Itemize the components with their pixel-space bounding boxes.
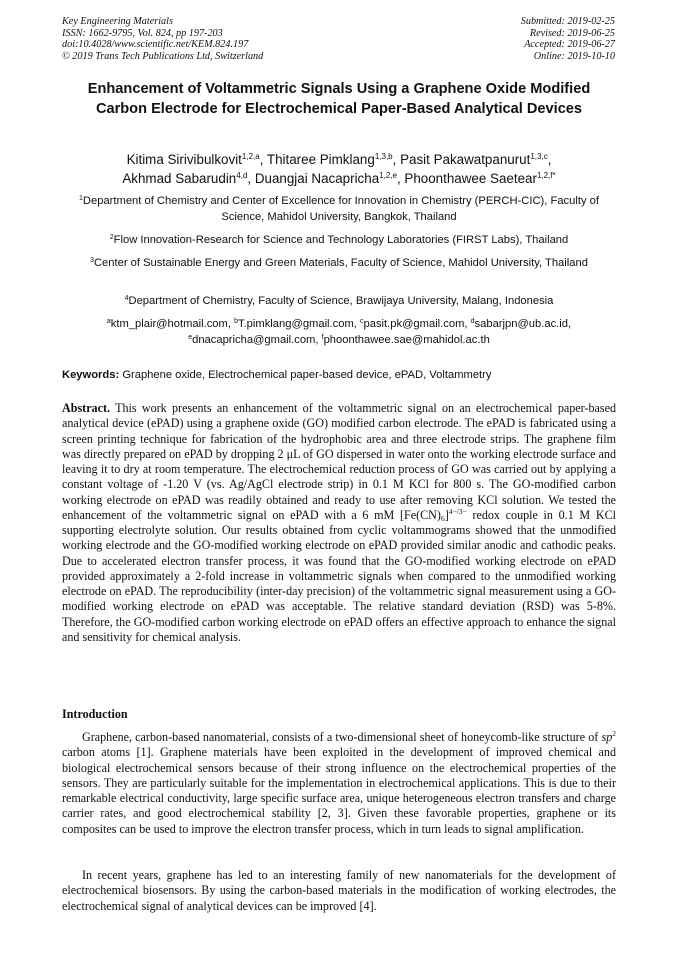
affiliation-3: $^3$Center of Sustainable Energy and Green Materials, Faculty of Science, Mahidol University, Thailand — [90, 257, 588, 269]
date-revised: Revised: 2019-06-25 — [529, 27, 615, 39]
date-submitted: Submitted: 2019-02-25 — [520, 16, 615, 27]
keywords-text: Graphene oxide, Electrochemical paper-based device, ePAD, Voltammetry — [122, 369, 492, 381]
journal-info — [62, 16, 263, 62]
date-accepted: Accepted: 2019-06-27 — [524, 39, 615, 51]
author: Akhmad Sabarudin$^{4,d}$, — [122, 170, 255, 186]
abstract-label: Abstract. — [62, 401, 111, 415]
email-list — [62, 317, 616, 348]
author: Duangjai Nacapricha$^{1,2,e}$, — [254, 170, 405, 186]
affiliation-1: $^1$Department of Chemistry and Center of Excellence for Innovation in Chemistry (PERCH-CIC), Faculty of Science, Mahidol University, Bangkok, Thailand — [79, 195, 599, 223]
author: Thitaree Pimklang$^{1,3,b}$, — [266, 152, 401, 167]
keywords — [62, 368, 616, 383]
abstract: Abstract. This work presents an enhancement of the voltammetric signal on an electrochemical paper-based analytical device (ePAD) using a graphene oxide (GO) modified carbon electrode. The ePAD is fabricated using a screen printing technique for fabrication of the hydrophobic area and three electrode strips. The graphene film was directly prepared on ePAD by dropping 2 μL of GO dispersed in water onto the working electrode surface and leaving it to dry at room temperature. The electrochemical reduction process of GO was carried out by applying a constant voltage of -1.20 V (vs. Ag/AgCl electrode strip) in 0.1 M KCl for 800 s. The GO-modified carbon working electrode on ePAD was readily obtained and ready to use after removing KCl solution. We tested the enhancement of the voltammetric signal on ePAD with a 6 mM $[Fe(CN)_6]^{4-/3-}$ redox couple in 0.1 M KCl supporting electrolyte solution. Our results obtained from cyclic voltammograms showed that the unmodified working electrode and the GO-modified working electrode on ePAD provided similar anodic and cathodic peaks. Due to accelerated electron transfer process, it was found that the GO-modified working electrode on ePAD provided approximately a 2-fold increase in voltammetric signals when compared to the unmodified working electrode on ePAD. The reproducibility (inter-day precision) of the voltammetric signal measurement using a GO-modified working electrode on ePAD was acceptable. The relative standard deviation (RSD) was 5-8%. Therefore, the GO-modified carbon working electrode on ePAD offers an effective approach to enhance the signal and sensitivity for chemical analysis. — [62, 401, 617, 644]
keywords-label: Keywords: — [62, 369, 120, 381]
email: $^d$sabarjpn@ub.ac.id, — [470, 318, 572, 330]
journal-copyright: © 2019 Trans Tech Publications Ltd, Switzerland — [62, 50, 264, 62]
author: Kitima Sirivibulkovit$^{1,2,a}$, — [126, 152, 267, 167]
email: $^c$pasit.pk@gmail.com, — [360, 318, 471, 330]
journal-name: Key Engineering Materials — [62, 16, 173, 27]
paper-title: Enhancement of Voltammetric Signals Using a Graphene Oxide Modified Carbon Electrode for Electrochemical Paper-Based Analytical Devices — [87, 81, 591, 117]
affiliation-4: $^4$Department of Chemistry, Faculty of Science, Brawijaya University, Malang, Indonesia — [124, 295, 554, 307]
author-list — [62, 151, 616, 188]
introduction-paragraph-1: Graphene, carbon-based nanomaterial, consists of a two-dimensional sheet of honeycomb-like structure of $sp^2$ carbon atoms [1]. Graphene materials have been exploited in the development of improved chemical and biological electrochemical sensors because of their strong influence on the electrochemical properties of the sensors. They are particularly suitable for the implementation in electrochemical applications. This is due to their remarkable electrical conductivity, large specific surface area, unique heterogeneous electron transfers and charge carrier rates, and good electrochemical stability [2, 3]. Given these favorable properties, graphene or its composites can be used to improve the electron transfer process, which in turn leads to signal amplification. — [62, 729, 616, 836]
email: $^e$dnacapricha@gmail.com, — [188, 333, 322, 346]
author: Phoonthawee Saetear$^{1,2,f*}$ — [404, 170, 556, 186]
author: Pasit Pakawatpanurut$^{1,3,c}$, — [400, 152, 552, 167]
email: $^a$ktm_plair@hotmail.com, — [106, 318, 235, 330]
email: $^b$T.pimklang@gmail.com, — [234, 318, 361, 330]
journal-doi: doi:10.4028/www.scientific.net/KEM.824.197 — [62, 39, 249, 51]
introduction-paragraph-2: In recent years, graphene has led to an interesting family of new nanomaterials for the development of electrochemical biosensors. By using the carbon-based materials in the modification of working electrodes, the electrochemical signal of analytical devices can be improved [4]. — [62, 868, 616, 913]
submission-dates — [521, 16, 615, 62]
section-heading-introduction: Introduction — [62, 707, 128, 721]
journal-issn: ISSN: 1662-9795, Vol. 824, pp 197-203 — [62, 27, 223, 39]
affiliation-2: $^2$Flow Innovation-Research for Science and Technology Laboratories (FIRST Labs), Thailand — [109, 234, 569, 246]
date-online: Online: 2019-10-10 — [533, 50, 615, 62]
email: $^f$phoonthawee.sae@mahidol.ac.th — [321, 333, 490, 346]
